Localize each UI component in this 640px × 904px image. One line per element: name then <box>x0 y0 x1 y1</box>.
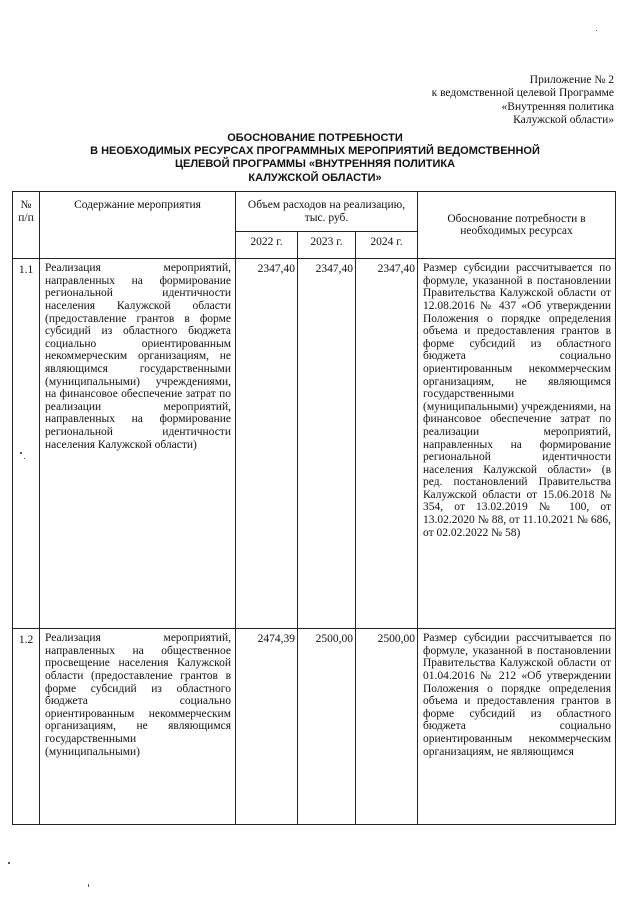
col-header-year-2023: 2023 г. <box>298 232 356 259</box>
title-line: В НЕОБХОДИМЫХ РЕСУРСАХ ПРОГРАММНЫХ МЕРОПРИЯТИЙ ВЕДОМСТВЕННОЙ <box>90 145 540 158</box>
title-line: ЦЕЛЕВОЙ ПРОГРАММЫ «ВНУТРЕННЯЯ ПОЛИТИКА <box>174 158 456 171</box>
appendix-line: «Внутренняя политика <box>501 100 614 113</box>
row-value-2022: 2347,40 <box>236 259 298 629</box>
col-header-basis: Обоснование потребности в необходимых ресурсах <box>418 192 616 259</box>
scan-speck <box>596 30 597 31</box>
table-row <box>13 259 616 629</box>
scan-speck <box>8 862 10 864</box>
scan-speck <box>24 458 25 459</box>
appendix-note <box>394 74 614 127</box>
title-line: КАЛУЖСКОЙ ОБЛАСТИ» <box>248 171 382 184</box>
row-basis: Размер субсидии рассчитывается по формуле, указанной в постановлении Правительства Калужской области от 01.04.2016 № 212 «Об утверждении Положения о порядке определения объема и предоставления грантов в форме субсидий из областного бюджета социально ориентированным некоммерческим организациям, не являющимся <box>418 629 616 825</box>
col-header-num: № п/п <box>13 192 40 259</box>
scan-speck <box>88 884 89 887</box>
appendix-line: к ведомственной целевой Программе <box>431 87 614 100</box>
document-title <box>70 132 560 185</box>
col-header-year-2024: 2024 г. <box>356 232 418 259</box>
row-description: Реализация мероприятий, направленных на формирование региональной идентичности населения Калужской области (предоставление грантов в форме субсидий из областного бюджета социально ориентированным некоммерческим организациям, не являющимся государственными (муниципальными) учреждениями, на финансовое обеспечение затрат по реализации мероприятий, направленных на формирование региональной идентичности населения Калужской области) <box>40 259 236 629</box>
appendix-line: Приложение № 2 <box>529 74 614 86</box>
row-value-2024: 2500,00 <box>356 629 418 825</box>
col-header-expenses: Объем расходов на реализацию, тыс. руб. <box>236 192 418 232</box>
row-number: 1.2 <box>13 629 40 825</box>
table-row <box>13 629 616 825</box>
row-description: Реализация мероприятий, направленных на общественное просвещение населения Калужской области (предоставление грантов в форме субсидий из областного бюджета социально ориентированным некоммерческим организациям, не являющимся государственными (муниципальными) <box>40 629 236 825</box>
appendix-line: Калужской области» <box>513 113 614 126</box>
row-number: 1.1 <box>13 259 40 629</box>
scan-speck <box>20 452 22 454</box>
row-value-2023: 2500,00 <box>298 629 356 825</box>
row-basis: Размер субсидии рассчитывается по формуле, указанной в постановлении Правительства Калужской области от 12.08.2016 № 437 «Об утверждении Положения о порядке определения объема и предоставления грантов в форме субсидий из областного бюджета социально ориентированным некоммерческим организациям, не являющимся государственными (муниципальными) учреждениями, на финансовое обеспечение затрат по реализации мероприятий, направленных на формирование региональной идентичности населения Калужской области» (в ред. постановлений Правительства Калужской области от 15.06.2018 № 354, от 13.02.2019 № 100, от 13.02.2020 № 88, от 11.10.2021 № 686, от 02.02.2022 № 58) <box>418 259 616 629</box>
row-value-2024: 2347,40 <box>356 259 418 629</box>
resources-table <box>12 191 616 825</box>
col-header-content: Содержание мероприятия <box>40 192 236 259</box>
table-header-row <box>13 192 616 232</box>
row-value-2023: 2347,40 <box>298 259 356 629</box>
col-header-year-2022: 2022 г. <box>236 232 298 259</box>
title-line: ОБОСНОВАНИЕ ПОТРЕБНОСТИ <box>227 132 403 144</box>
row-value-2022: 2474,39 <box>236 629 298 825</box>
